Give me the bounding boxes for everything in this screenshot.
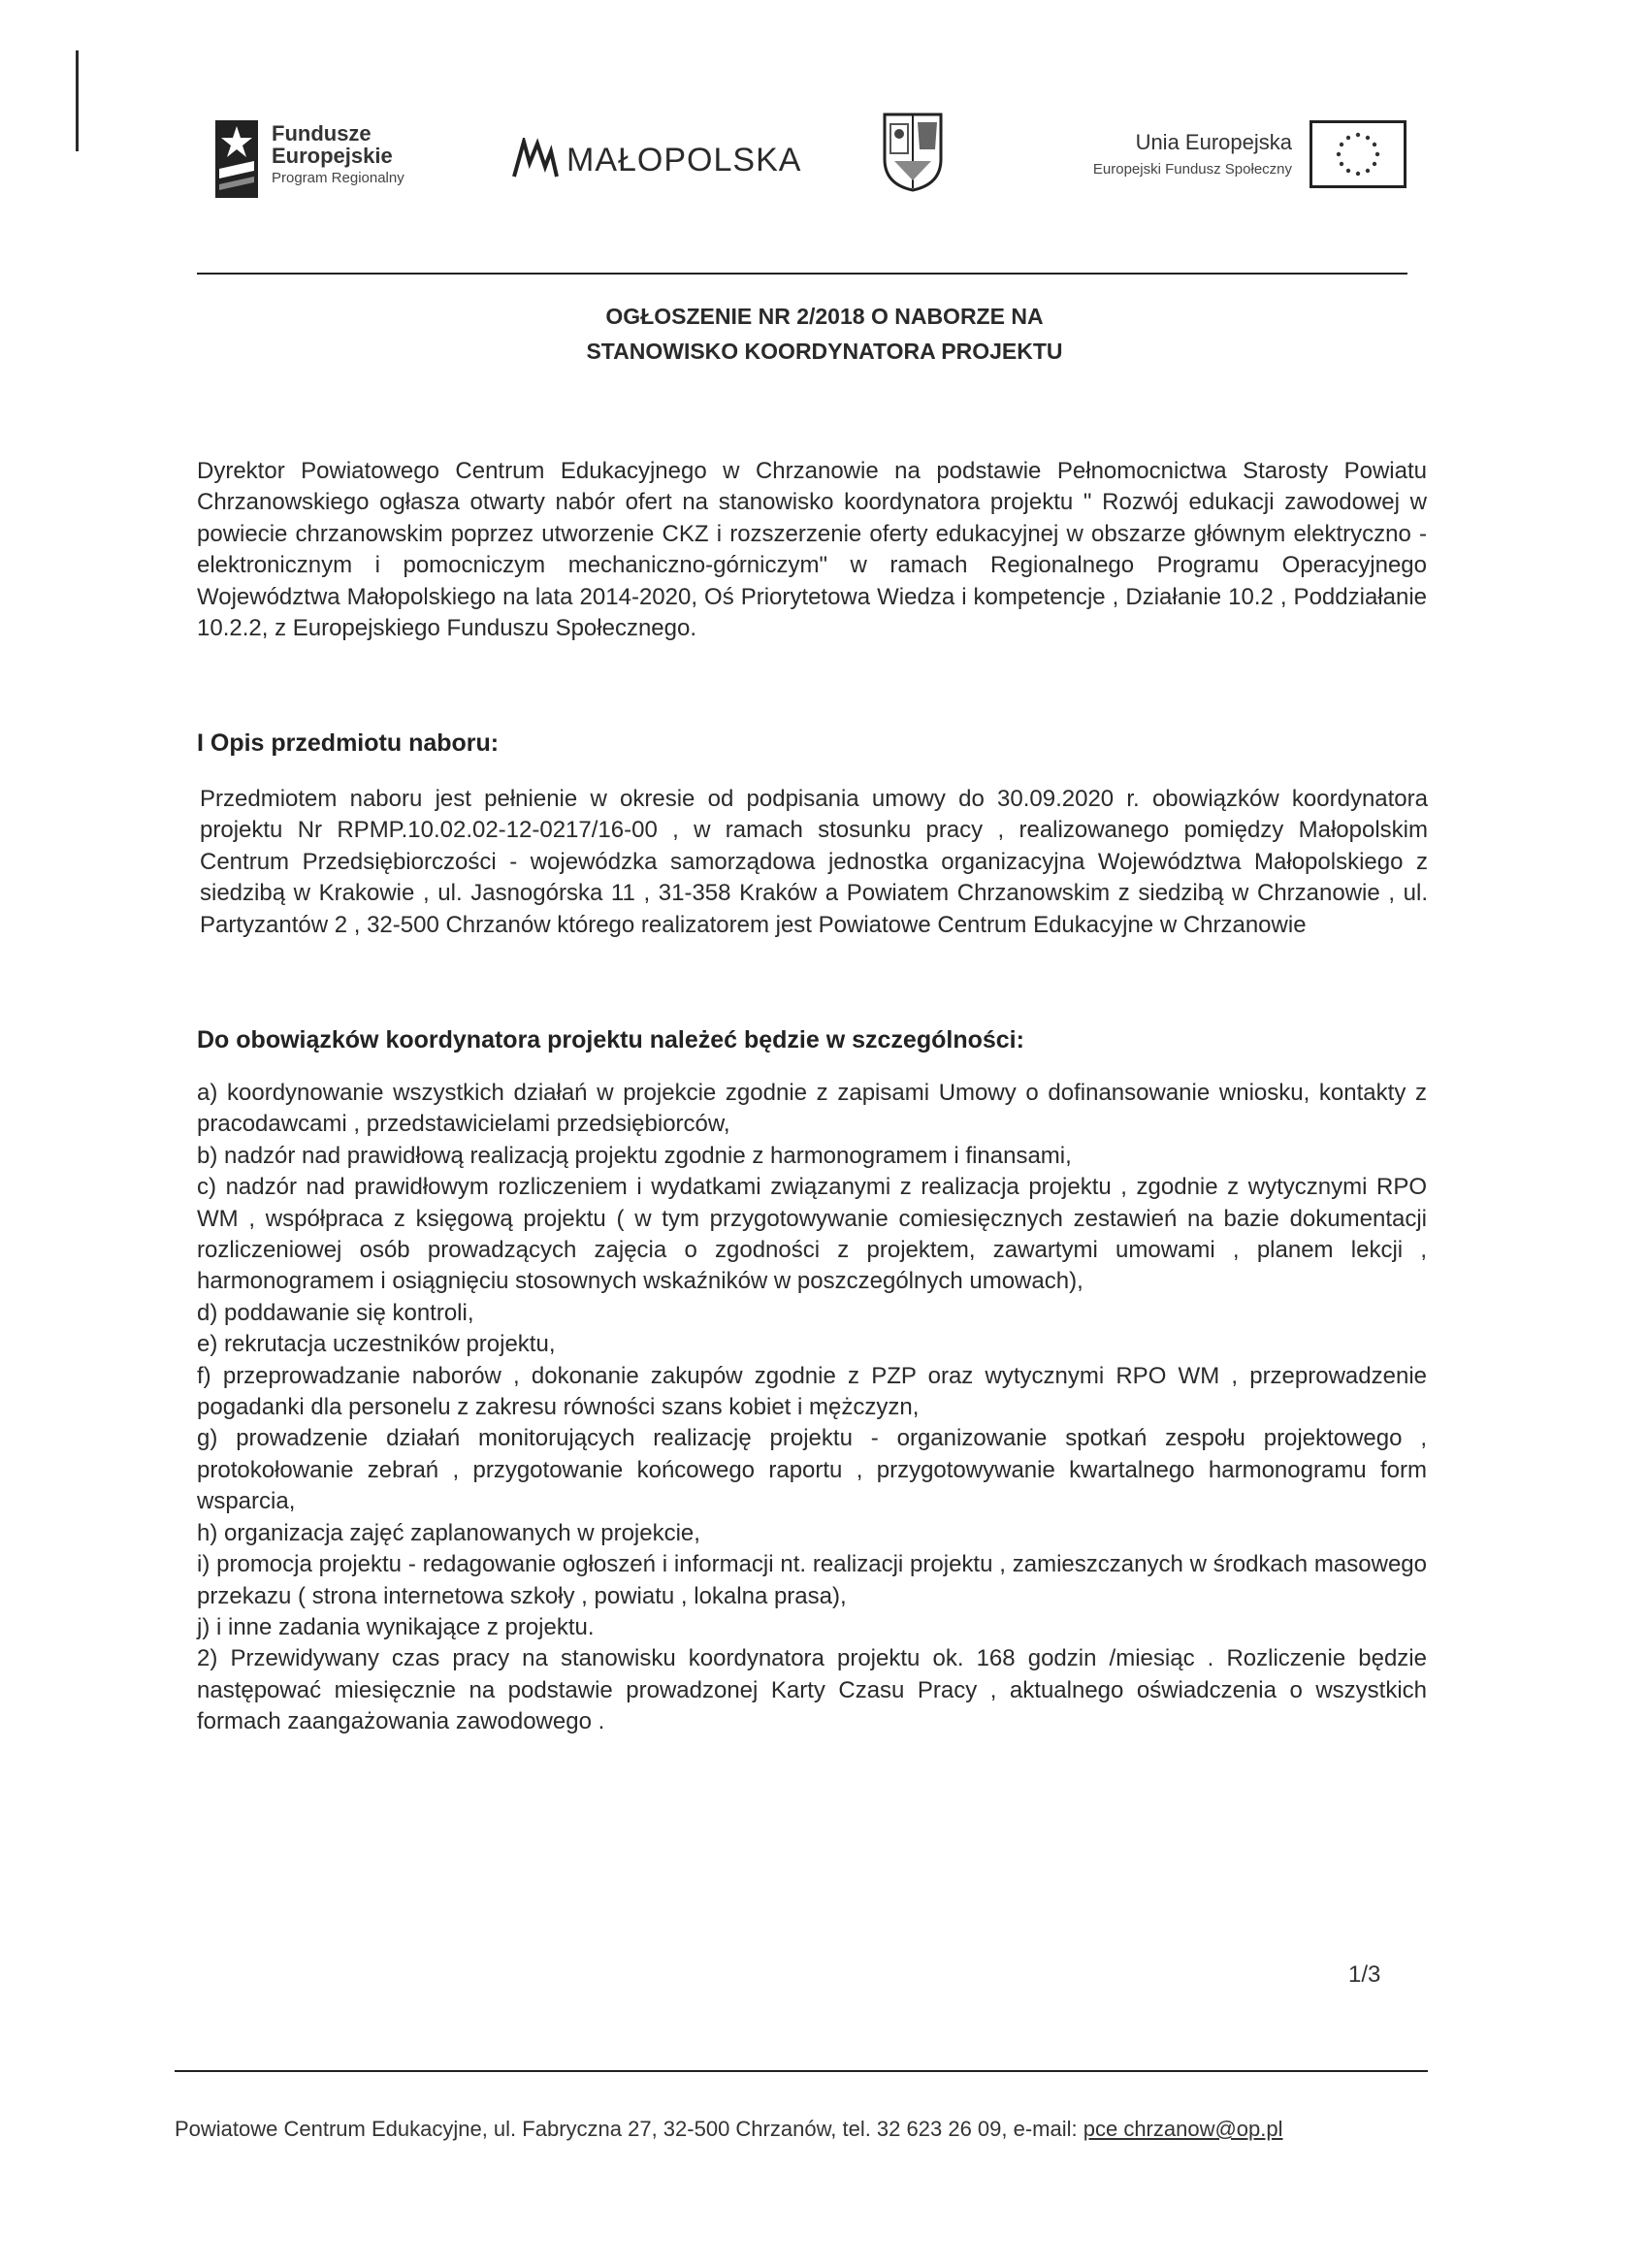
list-item: f) przeprowadzanie naborów , dokonanie zakupów zgodnie z PZP oraz wytycznymi RPO WM , przeprowadzenie pogadanki dla personelu z zakresu równości szans kobiet i mężczyzn,: [197, 1362, 1427, 1421]
fe-line-2: Europejskie: [272, 144, 393, 169]
point-2-paragraph: 2) Przewidywany czas pracy na stanowisku koordynatora projektu ok. 168 godzin /miesiąc . Rozliczenie będzie następować miesięcznie na podstawie prowadzonej Karty Czasu Pracy , aktualnego oświadczenia o wszystkich formach zaangażowania zawodowego .: [197, 1645, 1427, 1735]
footer-email-link[interactable]: pce chrzanow@op.pl: [1083, 2117, 1283, 2141]
eu-flag-icon: [1310, 120, 1406, 188]
list-item: d) poddawanie się kontroli,: [197, 1299, 474, 1326]
powiat-crest-icon: [881, 111, 945, 192]
list-item: i) promocja projektu - redagowanie ogłoszeń i informacji nt. realizacji projektu , zamieszczanych w środkach masowego przekazu ( strona internetowa szkoły , powiatu , lokalna prasa),: [197, 1551, 1427, 1609]
footer-contact: [175, 2117, 1283, 2142]
list-item: j) i inne zadania wynikające z projektu.: [197, 1613, 595, 1640]
eu-line-2: Europejski Fundusz Społeczny: [1092, 161, 1292, 178]
duties-heading: Do obowiązków koordynatora projektu należeć będzie w szczególności:: [197, 1026, 1024, 1053]
footer-text: Powiatowe Centrum Edukacyjne, ul. Fabryczna 27, 32-500 Chrzanów, tel. 32 623 26 09, e-mail:: [175, 2117, 1083, 2141]
list-item: c) nadzór nad prawidłowym rozliczeniem i wydatkami związanymi z realizacja projektu , zgodnie z wytycznymi RPO WM , współpraca z księgową projektu ( w tym przygotowywanie comiesięcznych zestawień na bazie dokumentacji rozliczeniowej osób prowadzących zajęcia o zgodności z projektem, zawartymi umowami , planem lekcji , harmonogramem i osiągnięciu stosownych wskaźników w poszczególnych umowach),: [197, 1174, 1427, 1295]
intro-paragraph: Dyrektor Powiatowego Centrum Edukacyjnego w Chrzanowie na podstawie Pełnomocnictwa Starosty Powiatu Chrzanowskiego ogłasza otwarty nabór ofert na stanowisko koordynatora projektu " Rozwój edukacji zawodowej w powiecie chrzanowskim poprzez utworzenie CKZ i rozszerzenie oferty edukacyjnej w obszarze głównym elektryczno -elektronicznym i pomocniczym mechaniczno-górniczym" w ramach Regionalnego Programu Operacyjnego Województwa Małopolskiego na lata 2014-2020, Oś Priorytetowa Wiedza i kompetencje , Działanie 10.2 , Poddziałanie 10.2.2, z Europejskiego Funduszu Społecznego.: [197, 458, 1427, 642]
section-paragraph-opis: Przedmiotem naboru jest pełnienie w okresie od podpisania umowy do 30.09.2020 r. obowiązków koordynatora projektu Nr RPMP.10.02.02-12-0217/16-00 , w ramach stosunku pracy , realizowanego pomiędzy Małopolskim Centrum Przedsiębiorczości - wojewódzka samorządowa jednostka organizacyjna Województwa Małopolskiego z siedzibą w Krakowie , ul. Jasnogórska 11 , 31-358 Kraków a Powiatem Chrzanowskim z siedzibą w Chrzanowie , ul. Partyzantów 2 , 32-500 Chrzanów którego realizatorem jest Powiatowe Centrum Edukacyjne w Chrzanowie: [200, 786, 1428, 938]
section-heading-opis: I Opis przedmiotu naboru:: [197, 729, 500, 757]
title-line-1: OGŁOSZENIE NR 2/2018 O NABORZE NA: [605, 304, 1044, 329]
fundusze-europejskie-logo: [215, 113, 458, 200]
duties-list: [197, 1078, 1427, 1738]
list-item: h) organizacja zajęć zaplanowanych w projekcie,: [197, 1519, 700, 1546]
list-item: a) koordynowanie wszystkich działań w projekcie zgodnie z zapisami Umowy o dofinansowanie wniosku, kontakty z pracodawcami , przedstawicielami przedsiębiorców,: [197, 1080, 1427, 1138]
list-item: e) rekrutacja uczestników projektu,: [197, 1331, 556, 1358]
malopolska-mountain-icon: [512, 138, 559, 178]
fe-line-1: Fundusze: [272, 121, 372, 146]
page-title: [0, 299, 1649, 369]
malopolska-text: MAŁOPOLSKA: [566, 142, 802, 178]
page-number: 1/3: [1348, 1961, 1381, 1988]
unia-europejska-logo: [1028, 113, 1406, 196]
fundusze-europejskie-icon: [215, 120, 258, 198]
header-rule: [197, 273, 1407, 275]
unia-europejska-text: [1093, 130, 1292, 178]
fundusze-europejskie-text: [272, 122, 404, 186]
list-item: b) nadzór nad prawidłową realizacją projektu zgodnie z harmonogramem i finansami,: [197, 1142, 1072, 1169]
fe-line-3: Program Regionalny: [272, 170, 404, 187]
eu-line-1: Unia Europejska: [1135, 130, 1292, 154]
title-line-2: STANOWISKO KOORDYNATORA PROJEKTU: [586, 339, 1063, 364]
list-item: g) prowadzenie działań monitorujących realizację projektu - organizowanie spotkań zespołu projektowego , protokołowanie zebrań , przygotowanie końcowego raportu , przygotowywanie kwartalnego harmonogramu form wsparcia,: [197, 1425, 1427, 1515]
footer-rule: [175, 2070, 1428, 2072]
logo-header: [0, 107, 1649, 213]
